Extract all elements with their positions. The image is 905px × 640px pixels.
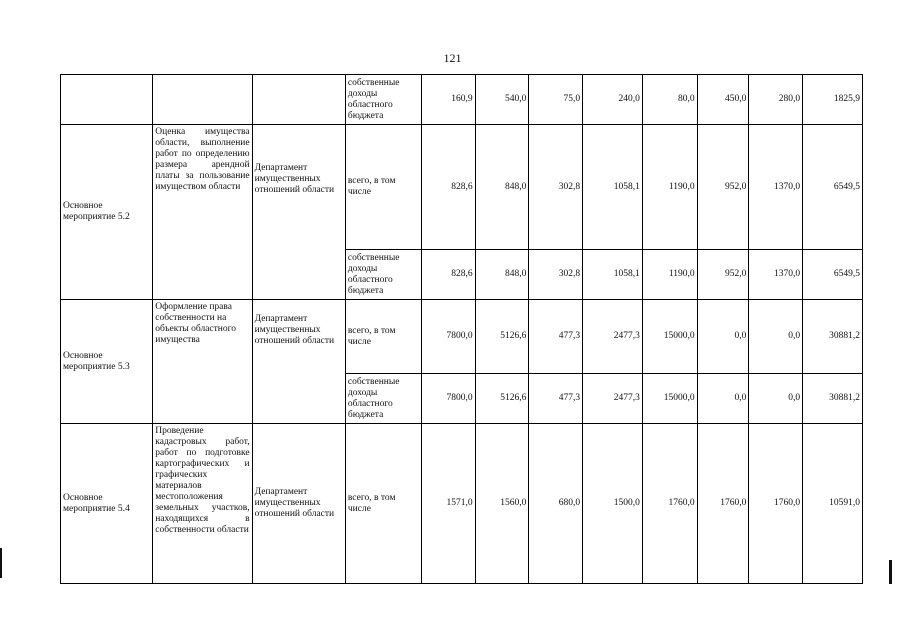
value-cell: 0,0 [749, 300, 803, 374]
value-cell: 1500,0 [583, 424, 643, 584]
value-cell: 1370,0 [749, 125, 803, 250]
table-row [61, 424, 863, 584]
value-cell: 5126,6 [475, 300, 529, 374]
table-row [61, 75, 863, 125]
value-cell: 952,0 [697, 125, 749, 250]
value-cell: 160,9 [421, 75, 475, 125]
value-cell: 30881,2 [803, 300, 863, 374]
value-cell: 5126,6 [475, 374, 529, 424]
value-cell: 1760,0 [642, 424, 697, 584]
source-cell: собственные доходы областного бюджета [345, 374, 421, 424]
value-cell: 30881,2 [803, 374, 863, 424]
page-number: 121 [443, 51, 462, 65]
value-cell: 7800,0 [421, 374, 475, 424]
executor-cell [252, 75, 345, 125]
value-cell: 1760,0 [749, 424, 803, 584]
name-cell: Проведение кадастровых работ, работ по подготовке картографических и графических материалов местоположения земельных участков, находящихся в собственности области [153, 424, 252, 584]
value-cell: 848,0 [475, 125, 529, 250]
value-cell: 302,8 [529, 250, 583, 300]
value-cell: 302,8 [529, 125, 583, 250]
value-cell: 477,3 [529, 374, 583, 424]
value-cell: 952,0 [697, 250, 749, 300]
value-cell: 1571,0 [421, 424, 475, 584]
value-cell: 540,0 [475, 75, 529, 125]
value-cell: 240,0 [583, 75, 643, 125]
value-cell: 7800,0 [421, 300, 475, 374]
value-cell: 15000,0 [642, 374, 697, 424]
value-cell: 477,3 [529, 300, 583, 374]
value-cell: 15000,0 [642, 300, 697, 374]
value-cell: 1058,1 [583, 250, 643, 300]
value-cell: 2477,3 [583, 300, 643, 374]
value-cell: 828,6 [421, 125, 475, 250]
scan-mark-left [0, 548, 2, 578]
source-cell: собственные доходы областного бюджета [345, 250, 421, 300]
table-row [61, 300, 863, 374]
scan-mark-right [889, 560, 892, 584]
source-cell: всего, в том числе [345, 424, 421, 584]
value-cell: 6549,5 [803, 125, 863, 250]
value-cell: 450,0 [697, 75, 749, 125]
value-cell: 1370,0 [749, 250, 803, 300]
value-cell: 75,0 [529, 75, 583, 125]
value-cell: 10591,0 [803, 424, 863, 584]
name-cell [153, 75, 252, 125]
value-cell: 1760,0 [697, 424, 749, 584]
value-cell: 848,0 [475, 250, 529, 300]
value-cell: 1190,0 [642, 250, 697, 300]
value-cell: 680,0 [529, 424, 583, 584]
value-cell: 1560,0 [475, 424, 529, 584]
name-cell: Оформление права собственности на объекты областного имущества [153, 300, 252, 424]
executor-cell: Департамент имущественных отношений области [252, 424, 345, 584]
executor-cell: Департамент имущественных отношений области [252, 125, 345, 300]
value-cell: 1190,0 [642, 125, 697, 250]
budget-table [60, 74, 863, 584]
event-cell: Основное мероприятие 5.2 [61, 125, 153, 300]
value-cell: 0,0 [697, 300, 749, 374]
value-cell: 828,6 [421, 250, 475, 300]
value-cell: 280,0 [749, 75, 803, 125]
executor-cell: Департамент имущественных отношений области [252, 300, 345, 424]
event-cell: Основное мероприятие 5.3 [61, 300, 153, 424]
value-cell: 1825,9 [803, 75, 863, 125]
event-cell: Основное мероприятие 5.4 [61, 424, 153, 584]
value-cell: 80,0 [642, 75, 697, 125]
value-cell: 1058,1 [583, 125, 643, 250]
name-cell: Оценка имущества области, выполнение работ по определению размера арендной платы за пользование имуществом области [153, 125, 252, 300]
event-cell [61, 75, 153, 125]
source-cell: всего, в том числе [345, 125, 421, 250]
value-cell: 6549,5 [803, 250, 863, 300]
table-row [61, 125, 863, 250]
value-cell: 0,0 [697, 374, 749, 424]
value-cell: 0,0 [749, 374, 803, 424]
source-cell: всего, в том числе [345, 300, 421, 374]
value-cell: 2477,3 [583, 374, 643, 424]
source-cell: собственные доходы областного бюджета [345, 75, 421, 125]
